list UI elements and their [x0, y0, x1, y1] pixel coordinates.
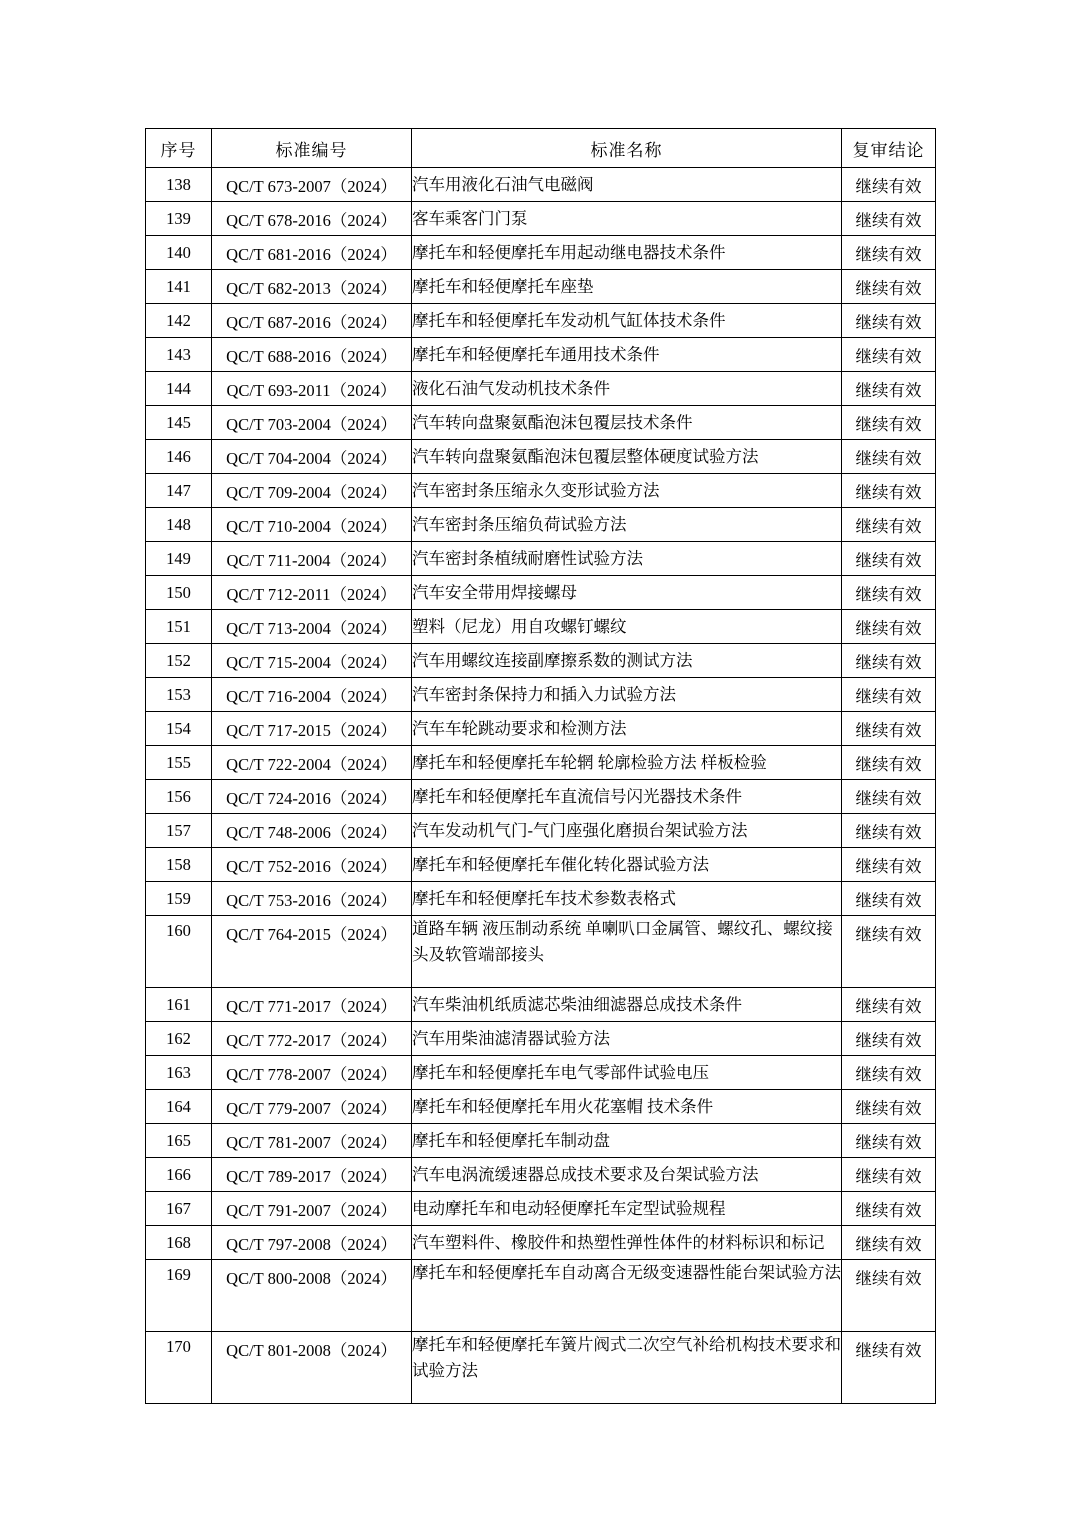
table-row — [146, 1056, 936, 1090]
cell-review-conclusion: 继续有效 — [842, 882, 936, 916]
table-row — [146, 1332, 936, 1404]
cell-standard-name: 摩托车和轻便摩托车制动盘 — [412, 1124, 842, 1158]
table-row — [146, 168, 936, 202]
cell-serial-number: 165 — [146, 1124, 212, 1158]
table-row — [146, 270, 936, 304]
cell-serial-number: 168 — [146, 1226, 212, 1260]
cell-serial-number: 160 — [146, 916, 212, 988]
cell-serial-number: 150 — [146, 576, 212, 610]
column-header-复审结论: 复审结论 — [842, 129, 936, 168]
table-header — [146, 129, 936, 168]
cell-serial-number: 170 — [146, 1332, 212, 1404]
cell-review-conclusion: 继续有效 — [842, 678, 936, 712]
cell-standard-name: 摩托车和轻便摩托车电气零部件试验电压 — [412, 1056, 842, 1090]
cell-serial-number: 161 — [146, 988, 212, 1022]
cell-review-conclusion: 继续有效 — [842, 1226, 936, 1260]
cell-standard-code: QC/T 678-2016（2024） — [212, 202, 412, 236]
cell-standard-name: 汽车用柴油滤清器试验方法 — [412, 1022, 842, 1056]
cell-serial-number: 164 — [146, 1090, 212, 1124]
cell-review-conclusion: 继续有效 — [842, 1022, 936, 1056]
cell-serial-number: 157 — [146, 814, 212, 848]
cell-standard-name: 电动摩托车和电动轻便摩托车定型试验规程 — [412, 1192, 842, 1226]
cell-review-conclusion: 继续有效 — [842, 814, 936, 848]
cell-serial-number: 143 — [146, 338, 212, 372]
cell-serial-number: 155 — [146, 746, 212, 780]
table-row — [146, 678, 936, 712]
table-row — [146, 746, 936, 780]
table-row — [146, 1158, 936, 1192]
cell-standard-name: 汽车用螺纹连接副摩擦系数的测试方法 — [412, 644, 842, 678]
cell-review-conclusion: 继续有效 — [842, 202, 936, 236]
table-row — [146, 406, 936, 440]
cell-review-conclusion: 继续有效 — [842, 1192, 936, 1226]
table-row — [146, 304, 936, 338]
table-row — [146, 1192, 936, 1226]
table-row — [146, 338, 936, 372]
cell-serial-number: 139 — [146, 202, 212, 236]
cell-standard-name: 摩托车和轻便摩托车发动机气缸体技术条件 — [412, 304, 842, 338]
table-row — [146, 848, 936, 882]
cell-review-conclusion: 继续有效 — [842, 508, 936, 542]
table-row — [146, 1260, 936, 1332]
table-row — [146, 988, 936, 1022]
cell-serial-number: 152 — [146, 644, 212, 678]
table-row — [146, 202, 936, 236]
cell-review-conclusion: 继续有效 — [842, 1260, 936, 1332]
cell-serial-number: 158 — [146, 848, 212, 882]
cell-standard-code: QC/T 713-2004（2024） — [212, 610, 412, 644]
cell-review-conclusion: 继续有效 — [842, 440, 936, 474]
cell-serial-number: 169 — [146, 1260, 212, 1332]
cell-standard-name: 摩托车和轻便摩托车座垫 — [412, 270, 842, 304]
cell-review-conclusion: 继续有效 — [842, 712, 936, 746]
table-row — [146, 610, 936, 644]
cell-review-conclusion: 继续有效 — [842, 372, 936, 406]
cell-standard-code: QC/T 771-2017（2024） — [212, 988, 412, 1022]
cell-review-conclusion: 继续有效 — [842, 474, 936, 508]
cell-standard-code: QC/T 682-2013（2024） — [212, 270, 412, 304]
table-row — [146, 474, 936, 508]
cell-serial-number: 167 — [146, 1192, 212, 1226]
cell-standard-code: QC/T 724-2016（2024） — [212, 780, 412, 814]
table-row — [146, 372, 936, 406]
cell-standard-code: QC/T 693-2011（2024） — [212, 372, 412, 406]
cell-standard-code: QC/T 781-2007（2024） — [212, 1124, 412, 1158]
cell-standard-name: 摩托车和轻便摩托车用火花塞帽 技术条件 — [412, 1090, 842, 1124]
table-row — [146, 236, 936, 270]
cell-serial-number: 138 — [146, 168, 212, 202]
cell-review-conclusion: 继续有效 — [842, 746, 936, 780]
table-row — [146, 1022, 936, 1056]
table-row — [146, 712, 936, 746]
cell-review-conclusion: 继续有效 — [842, 1124, 936, 1158]
cell-standard-name: 汽车转向盘聚氨酯泡沫包覆层整体硬度试验方法 — [412, 440, 842, 474]
cell-serial-number: 149 — [146, 542, 212, 576]
cell-standard-name: 汽车密封条压缩永久变形试验方法 — [412, 474, 842, 508]
table-row — [146, 780, 936, 814]
column-header-标准名称: 标准名称 — [412, 129, 842, 168]
cell-review-conclusion: 继续有效 — [842, 848, 936, 882]
cell-standard-code: QC/T 801-2008（2024） — [212, 1332, 412, 1404]
cell-standard-name: 汽车密封条植绒耐磨性试验方法 — [412, 542, 842, 576]
column-header-标准编号: 标准编号 — [212, 129, 412, 168]
cell-standard-name: 汽车柴油机纸质滤芯柴油细滤器总成技术条件 — [412, 988, 842, 1022]
cell-standard-name: 摩托车和轻便摩托车簧片阀式二次空气补给机构技术要求和试验方法 — [412, 1332, 842, 1404]
cell-review-conclusion: 继续有效 — [842, 780, 936, 814]
cell-serial-number: 147 — [146, 474, 212, 508]
cell-review-conclusion: 继续有效 — [842, 1090, 936, 1124]
cell-standard-code: QC/T 772-2017（2024） — [212, 1022, 412, 1056]
cell-standard-code: QC/T 764-2015（2024） — [212, 916, 412, 988]
cell-serial-number: 145 — [146, 406, 212, 440]
table-row — [146, 440, 936, 474]
cell-standard-code: QC/T 717-2015（2024） — [212, 712, 412, 746]
cell-standard-code: QC/T 704-2004（2024） — [212, 440, 412, 474]
cell-serial-number: 141 — [146, 270, 212, 304]
cell-standard-code: QC/T 797-2008（2024） — [212, 1226, 412, 1260]
cell-standard-code: QC/T 779-2007（2024） — [212, 1090, 412, 1124]
cell-review-conclusion: 继续有效 — [842, 270, 936, 304]
cell-standard-code: QC/T 722-2004（2024） — [212, 746, 412, 780]
cell-standard-name: 汽车用液化石油气电磁阀 — [412, 168, 842, 202]
cell-standard-code: QC/T 688-2016（2024） — [212, 338, 412, 372]
table-row — [146, 542, 936, 576]
cell-standard-code: QC/T 673-2007（2024） — [212, 168, 412, 202]
cell-review-conclusion: 继续有效 — [842, 168, 936, 202]
cell-review-conclusion: 继续有效 — [842, 1158, 936, 1192]
cell-standard-code: QC/T 687-2016（2024） — [212, 304, 412, 338]
table-row — [146, 508, 936, 542]
cell-standard-code: QC/T 681-2016（2024） — [212, 236, 412, 270]
cell-serial-number: 140 — [146, 236, 212, 270]
cell-serial-number: 144 — [146, 372, 212, 406]
cell-serial-number: 163 — [146, 1056, 212, 1090]
cell-standard-name: 液化石油气发动机技术条件 — [412, 372, 842, 406]
cell-standard-code: QC/T 716-2004（2024） — [212, 678, 412, 712]
cell-standard-name: 摩托车和轻便摩托车直流信号闪光器技术条件 — [412, 780, 842, 814]
cell-standard-name: 汽车转向盘聚氨酯泡沫包覆层技术条件 — [412, 406, 842, 440]
cell-standard-code: QC/T 715-2004（2024） — [212, 644, 412, 678]
cell-serial-number: 153 — [146, 678, 212, 712]
cell-review-conclusion: 继续有效 — [842, 916, 936, 988]
cell-standard-name: 摩托车和轻便摩托车轮辋 轮廓检验方法 样板检验 — [412, 746, 842, 780]
cell-serial-number: 146 — [146, 440, 212, 474]
cell-review-conclusion: 继续有效 — [842, 576, 936, 610]
cell-standard-name: 汽车安全带用焊接螺母 — [412, 576, 842, 610]
cell-review-conclusion: 继续有效 — [842, 644, 936, 678]
cell-serial-number: 159 — [146, 882, 212, 916]
cell-standard-code: QC/T 748-2006（2024） — [212, 814, 412, 848]
cell-standard-code: QC/T 712-2011（2024） — [212, 576, 412, 610]
cell-review-conclusion: 继续有效 — [842, 236, 936, 270]
cell-standard-code: QC/T 711-2004（2024） — [212, 542, 412, 576]
cell-standard-code: QC/T 703-2004（2024） — [212, 406, 412, 440]
cell-standard-name: 汽车密封条保持力和插入力试验方法 — [412, 678, 842, 712]
column-header-序号: 序号 — [146, 129, 212, 168]
cell-standard-name: 汽车发动机气门-气门座强化磨损台架试验方法 — [412, 814, 842, 848]
table-body — [146, 168, 936, 1404]
table-row — [146, 882, 936, 916]
cell-standard-code: QC/T 800-2008（2024） — [212, 1260, 412, 1332]
cell-serial-number: 142 — [146, 304, 212, 338]
cell-standard-code: QC/T 752-2016（2024） — [212, 848, 412, 882]
cell-standard-code: QC/T 710-2004（2024） — [212, 508, 412, 542]
cell-standard-name: 摩托车和轻便摩托车用起动继电器技术条件 — [412, 236, 842, 270]
cell-standard-name: 摩托车和轻便摩托车自动离合无级变速器性能台架试验方法 — [412, 1260, 842, 1332]
cell-serial-number: 154 — [146, 712, 212, 746]
standards-review-table — [145, 128, 936, 1404]
cell-serial-number: 151 — [146, 610, 212, 644]
cell-standard-name: 摩托车和轻便摩托车技术参数表格式 — [412, 882, 842, 916]
cell-review-conclusion: 继续有效 — [842, 338, 936, 372]
cell-standard-code: QC/T 791-2007（2024） — [212, 1192, 412, 1226]
table-row — [146, 576, 936, 610]
cell-review-conclusion: 继续有效 — [842, 610, 936, 644]
cell-standard-name: 道路车辆 液压制动系统 单喇叭口金属管、螺纹孔、螺纹接头及软管端部接头 — [412, 916, 842, 988]
cell-standard-name: 汽车车轮跳动要求和检测方法 — [412, 712, 842, 746]
table-header-row — [146, 129, 936, 168]
cell-standard-name: 汽车电涡流缓速器总成技术要求及台架试验方法 — [412, 1158, 842, 1192]
cell-standard-code: QC/T 789-2017（2024） — [212, 1158, 412, 1192]
table-row — [146, 916, 936, 988]
cell-standard-name: 摩托车和轻便摩托车通用技术条件 — [412, 338, 842, 372]
cell-standard-name: 塑料（尼龙）用自攻螺钉螺纹 — [412, 610, 842, 644]
cell-review-conclusion: 继续有效 — [842, 1056, 936, 1090]
cell-standard-name: 客车乘客门门泵 — [412, 202, 842, 236]
cell-serial-number: 148 — [146, 508, 212, 542]
cell-review-conclusion: 继续有效 — [842, 988, 936, 1022]
cell-standard-code: QC/T 709-2004（2024） — [212, 474, 412, 508]
cell-review-conclusion: 继续有效 — [842, 304, 936, 338]
cell-standard-code: QC/T 753-2016（2024） — [212, 882, 412, 916]
table-row — [146, 644, 936, 678]
cell-standard-code: QC/T 778-2007（2024） — [212, 1056, 412, 1090]
cell-serial-number: 166 — [146, 1158, 212, 1192]
cell-standard-name: 汽车塑料件、橡胶件和热塑性弹性体件的材料标识和标记 — [412, 1226, 842, 1260]
cell-standard-name: 摩托车和轻便摩托车催化转化器试验方法 — [412, 848, 842, 882]
table-row — [146, 814, 936, 848]
cell-standard-name: 汽车密封条压缩负荷试验方法 — [412, 508, 842, 542]
cell-review-conclusion: 继续有效 — [842, 542, 936, 576]
cell-review-conclusion: 继续有效 — [842, 406, 936, 440]
cell-serial-number: 156 — [146, 780, 212, 814]
table-row — [146, 1090, 936, 1124]
cell-review-conclusion: 继续有效 — [842, 1332, 936, 1404]
cell-serial-number: 162 — [146, 1022, 212, 1056]
table-row — [146, 1124, 936, 1158]
table-row — [146, 1226, 936, 1260]
